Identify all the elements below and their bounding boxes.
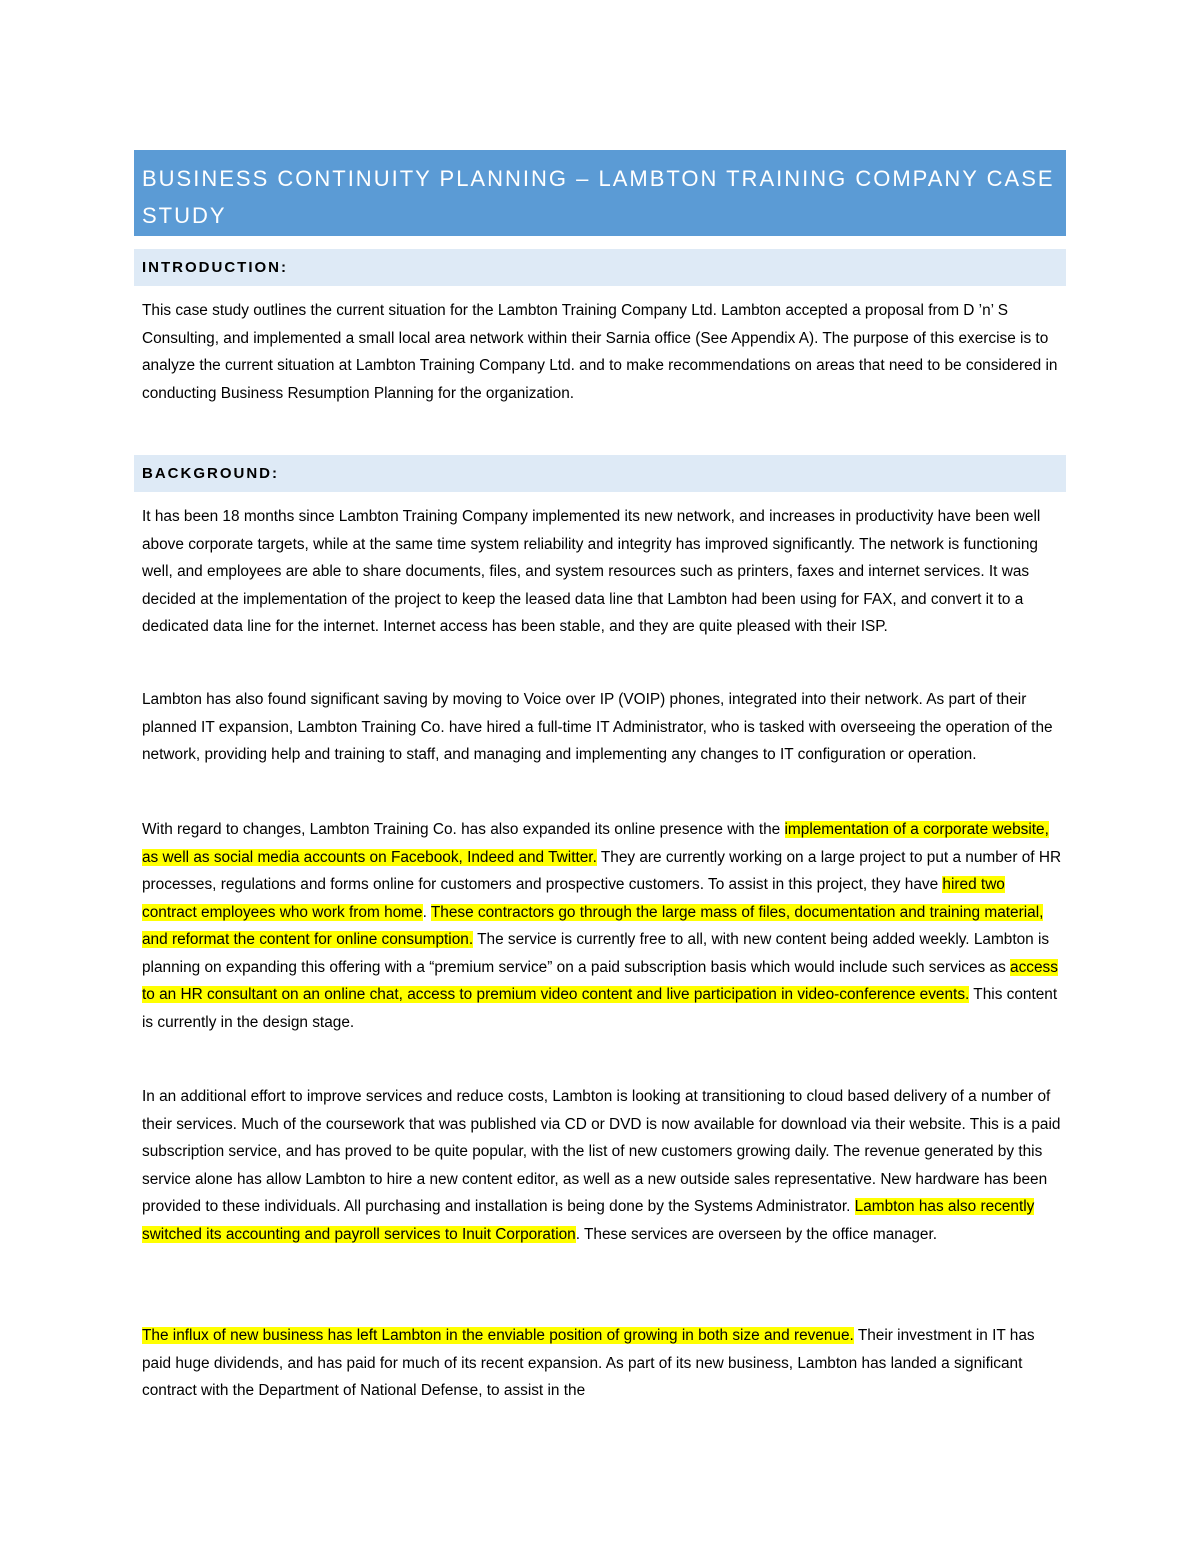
highlighted-text: hired two contract employees who work from home xyxy=(142,876,1005,921)
highlighted-text: access to an HR consultant on an online chat, access to premium video content and live participation in video-conference events. xyxy=(142,958,1058,1003)
text-run: With regard to changes, Lambton Training Co. has also expanded its online presence with the xyxy=(142,821,785,838)
highlighted-text: The influx of new business has left Lambton in the enviable position of growing in both size and revenue. xyxy=(142,1327,854,1344)
background-paragraph-3 xyxy=(142,816,1062,1036)
background-paragraph-1: It has been 18 months since Lambton Training Company implemented its new network, and increases in productivity have been well above corporate targets, while at the same time system reliability and integrity has improved significantly. The network is functioning well, and employees are able to share documents, files, and system resources such as printers, faxes and internet services. It was decided at the implementation of the project to keep the leased data line that Lambton had been using for FAX, and convert it to a dedicated data line for the internet. Internet access has been stable, and they are quite pleased with their ISP. xyxy=(142,508,1041,635)
highlighted-text: These contractors go through the large mass of files, documentation and training material, and reformat the content for online consumption. xyxy=(142,903,1044,948)
background-paragraph-2: Lambton has also found significant saving by moving to Voice over IP (VOIP) phones, integrated into their network. As part of their planned IT expansion, Lambton Training Co. have hired a full-time IT Administrator, who is tasked with overseeing the operation of the network, providing help and training to staff, and managing and implementing any changes to IT configuration or operation. xyxy=(142,691,1053,763)
background-paragraph-5 xyxy=(142,1322,1062,1405)
text-run: In an additional effort to improve services and reduce costs, Lambton is looking at transitioning to cloud based delivery of a number of their services. Much of the coursework that was published via CD or DVD is now available for download via their website. This is a paid subscription service, and has proved to be quite popular, with the list of new customers growing daily. The revenue generated by this service alone has allow Lambton to hire a new content editor, as well as a new outside sales representative. New hardware has been provided to these individuals. All purchasing and installation is being done by the Systems Administrator. xyxy=(142,1088,1061,1215)
text-run: This content is currently in the design stage. xyxy=(142,986,1058,1031)
introduction-heading: INTRODUCTION: xyxy=(142,259,288,276)
background-heading: BACKGROUND: xyxy=(142,465,279,482)
text-run: . These services are overseen by the office manager. xyxy=(575,1225,938,1243)
background-paragraph-4 xyxy=(142,1083,1062,1248)
text-run: The service is currently free to all, with new content being added weekly. Lambton is planning on expanding this offering with a “premium service” on a paid subscription basis which would include such services as xyxy=(142,931,1050,976)
text-run: Their investment in IT has paid huge dividends, and has paid for much of its recent expansion. As part of its new business, Lambton has landed a significant contract with the Department of National Defense, to assist in the xyxy=(142,1327,1035,1399)
introduction-heading-band xyxy=(134,249,1066,286)
text-run: . xyxy=(422,903,431,921)
title-banner xyxy=(134,150,1066,236)
text-run: They are currently working on a large project to put a number of HR processes, regulations and forms online for customers and prospective customers. To assist in this project, they have xyxy=(142,848,1062,893)
highlighted-text: implementation of a corporate website, as well as social media accounts on Facebook, Indeed and Twitter. xyxy=(142,821,1049,866)
highlighted-text: Lambton has also recently switched its accounting and payroll services to Inuit Corporation xyxy=(142,1198,1035,1243)
background-heading-band xyxy=(134,455,1066,492)
introduction-paragraph: This case study outlines the current situation for the Lambton Training Company Ltd. Lambton accepted a proposal from D ’n’ S Consulting, and implemented a small local area network within their Sarnia office (See Appendix A). The purpose of this exercise is to analyze the current situation at Lambton Training Company Ltd. and to make recommendations on areas that need to be considered in conducting Business Resumption Planning for the organization. xyxy=(142,302,1058,402)
document-title: BUSINESS CONTINUITY PLANNING – LAMBTON TRAINING COMPANY CASE STUDY xyxy=(142,166,1055,228)
